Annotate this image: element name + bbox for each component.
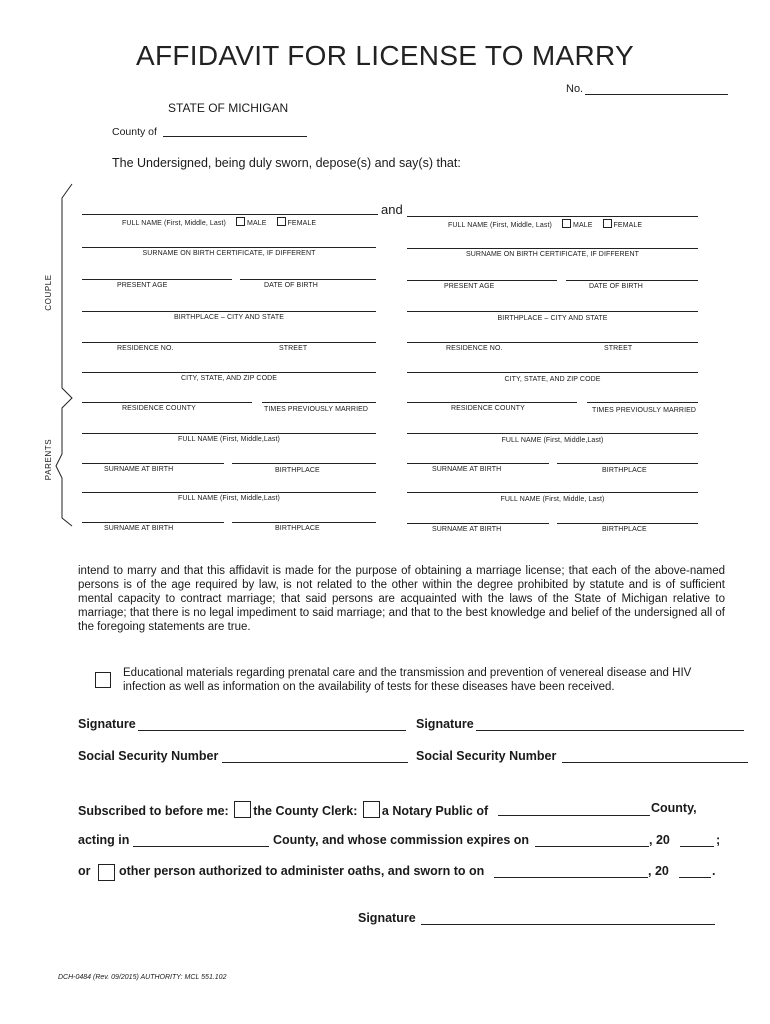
left-parent1-birthplace-field[interactable] [232, 463, 376, 464]
right-female-checkbox[interactable] [603, 219, 612, 228]
commission-semicolon: ; [716, 833, 721, 847]
left-times-married-field[interactable] [262, 402, 376, 403]
right-residence-field[interactable] [407, 342, 698, 343]
left-female-checkbox[interactable] [277, 217, 286, 226]
right-res-county-label: RESIDENCE COUNTY [451, 405, 525, 412]
left-parent2-birthplace-field[interactable] [232, 522, 376, 523]
left-residence-field[interactable] [82, 342, 376, 343]
right-parent2-birthplace-field[interactable] [557, 523, 698, 524]
and-label: and [381, 202, 403, 217]
signature-right-label: Signature [416, 717, 474, 731]
right-dob-field[interactable] [566, 280, 698, 281]
left-surname-label: SURNAME ON BIRTH CERTIFICATE, IF DIFFERENT [142, 250, 316, 257]
left-parent1-birthplace-label: BIRTHPLACE [275, 467, 320, 474]
left-parent2-birthplace-label: BIRTHPLACE [275, 525, 320, 532]
left-res-county-field[interactable] [82, 402, 252, 403]
left-city-field[interactable] [82, 372, 376, 373]
right-full-name-field[interactable] [407, 216, 698, 217]
left-residence-no-label: RESIDENCE NO. [117, 345, 174, 352]
left-parent2-name-label: FULL NAME (First, Middle,Last) [178, 495, 280, 502]
right-street-label: STREET [604, 345, 633, 352]
form-footer: DCH-0484 (Rev. 09/2015) AUTHORITY: MCL 551.102 [58, 974, 227, 981]
right-male-checkbox[interactable] [562, 219, 571, 228]
right-times-married-field[interactable] [587, 402, 698, 403]
left-birthplace-field[interactable] [82, 311, 376, 312]
sworn-period: . [712, 864, 716, 878]
left-street-label: STREET [279, 345, 308, 352]
acting-in-county-field[interactable] [133, 846, 269, 847]
affidavit-statement: intend to marry and that this affidavit is made for the purpose of obtaining a marriage license; that each of the above-named persons is of the age required by law, is not related to the other within the degree prohibited by statute and is of sufficient mental capacity to contract marriage; that said persons are acquainted with the laws of the State of Michigan relative to marriage; that there is no legal impediment to said marriage; and that to the best knowledge and belief of the undersigned all of the foregoing statements are true. [78, 565, 725, 633]
subscribed-row: Subscribed to before me: the County Clerk: a Notary Public of [78, 801, 488, 818]
right-full-name-label: FULL NAME (First, Middle, Last) MALE FEMALE [448, 219, 642, 229]
couple-parents-brackets [54, 180, 78, 530]
left-dob-field[interactable] [240, 279, 376, 280]
notary-checkbox[interactable] [363, 801, 380, 818]
left-surname-field[interactable] [82, 247, 376, 248]
right-parent2-surname-label: SURNAME AT BIRTH [432, 526, 502, 533]
left-male-checkbox[interactable] [236, 217, 245, 226]
right-birthplace-field[interactable] [407, 311, 698, 312]
form-title: AFFIDAVIT FOR LICENSE TO MARRY [135, 40, 635, 71]
right-parent2-birthplace-label: BIRTHPLACE [602, 526, 647, 533]
left-full-name-field[interactable] [82, 214, 378, 215]
notary-county-field[interactable] [498, 815, 650, 816]
right-city-field[interactable] [407, 372, 698, 373]
right-parent1-name-field[interactable] [407, 433, 698, 434]
left-parent1-name-label: FULL NAME (First, Middle,Last) [178, 436, 280, 443]
right-birthplace-label: BIRTHPLACE – CITY AND STATE [497, 315, 608, 322]
right-parent1-birthplace-field[interactable] [557, 463, 698, 464]
right-parent2-surname-field[interactable] [407, 523, 549, 524]
left-parent1-name-field[interactable] [82, 433, 376, 434]
signature-left-field[interactable] [138, 730, 406, 731]
commission-label: County, and whose commission expires on [273, 833, 530, 847]
right-age-field[interactable] [407, 280, 557, 281]
county-label: County of [112, 126, 157, 138]
acting-in-label: acting in [78, 833, 130, 847]
left-parent2-surname-field[interactable] [82, 522, 224, 523]
ssn-right-field[interactable] [562, 762, 748, 763]
number-field[interactable] [585, 94, 728, 95]
right-surname-label: SURNAME ON BIRTH CERTIFICATE, IF DIFFERENT [466, 251, 639, 258]
left-parent1-surname-label: SURNAME AT BIRTH [104, 466, 174, 473]
right-parent2-name-field[interactable] [407, 492, 698, 493]
right-parent2-name-label: FULL NAME (First, Middle, Last) [500, 496, 605, 503]
left-times-married-label: TIMES PREVIOUSLY MARRIED [264, 406, 369, 413]
number-label: No. [566, 83, 584, 95]
education-checkbox[interactable] [95, 672, 111, 688]
or-label: or [78, 864, 91, 878]
county-clerk-checkbox[interactable] [234, 801, 251, 818]
right-age-label: PRESENT AGE [444, 283, 495, 290]
county-suffix: County, [651, 801, 697, 815]
left-age-field[interactable] [82, 279, 232, 280]
left-age-label: PRESENT AGE [117, 282, 168, 289]
official-signature-label: Signature [358, 911, 416, 925]
left-birthplace-label: BIRTHPLACE – CITY AND STATE [174, 314, 284, 321]
state-label: STATE OF MICHIGAN [168, 101, 289, 115]
signature-left-label: Signature [78, 717, 136, 731]
left-parent2-name-field[interactable] [82, 492, 376, 493]
right-parent1-surname-label: SURNAME AT BIRTH [432, 466, 502, 473]
couple-side-label: COUPLE [43, 274, 53, 311]
right-times-married-label: TIMES PREVIOUSLY MARRIED [592, 407, 697, 414]
right-city-label: CITY, STATE, AND ZIP CODE [504, 376, 601, 383]
left-dob-label: DATE OF BIRTH [264, 282, 318, 289]
right-parent1-name-label: FULL NAME (First, Middle,Last) [501, 437, 604, 444]
commission-year-prefix: , 20 [649, 833, 670, 847]
right-surname-field[interactable] [407, 248, 698, 249]
county-field[interactable] [163, 136, 307, 137]
parents-side-label: PARENTS [44, 438, 54, 481]
sworn-year-prefix: , 20 [648, 864, 669, 878]
left-res-county-label: RESIDENCE COUNTY [122, 405, 196, 412]
commission-year-field[interactable] [680, 846, 714, 847]
left-parent1-surname-field[interactable] [82, 463, 224, 464]
intro-text: The Undersigned, being duly sworn, depose(s) and say(s) that: [112, 156, 461, 170]
ssn-left-field[interactable] [222, 762, 408, 763]
education-statement: Educational materials regarding prenatal care and the transmission and prevention of venereal disease and HIV infection as well as information on the availability of tests for these diseases have been received. [123, 667, 692, 693]
other-person-label: other person authorized to administer oaths, and sworn to on [119, 864, 485, 878]
signature-right-field[interactable] [476, 730, 744, 731]
right-dob-label: DATE OF BIRTH [589, 283, 643, 290]
right-res-county-field[interactable] [407, 402, 577, 403]
right-parent1-birthplace-label: BIRTHPLACE [602, 467, 647, 474]
right-parent1-surname-field[interactable] [407, 463, 549, 464]
ssn-left-label: Social Security Number [78, 749, 219, 763]
left-full-name-label: FULL NAME (First, Middle, Last) MALE FEMALE [122, 217, 316, 227]
official-signature-field[interactable] [421, 924, 715, 925]
ssn-right-label: Social Security Number [416, 749, 557, 763]
left-city-label: CITY, STATE, AND ZIP CODE [180, 375, 278, 382]
right-residence-no-label: RESIDENCE NO. [446, 345, 503, 352]
other-person-checkbox[interactable] [98, 864, 115, 883]
sworn-year-field[interactable] [679, 877, 711, 878]
sworn-date-field[interactable] [494, 877, 648, 878]
commission-expires-field[interactable] [535, 846, 649, 847]
left-parent2-surname-label: SURNAME AT BIRTH [104, 525, 174, 532]
